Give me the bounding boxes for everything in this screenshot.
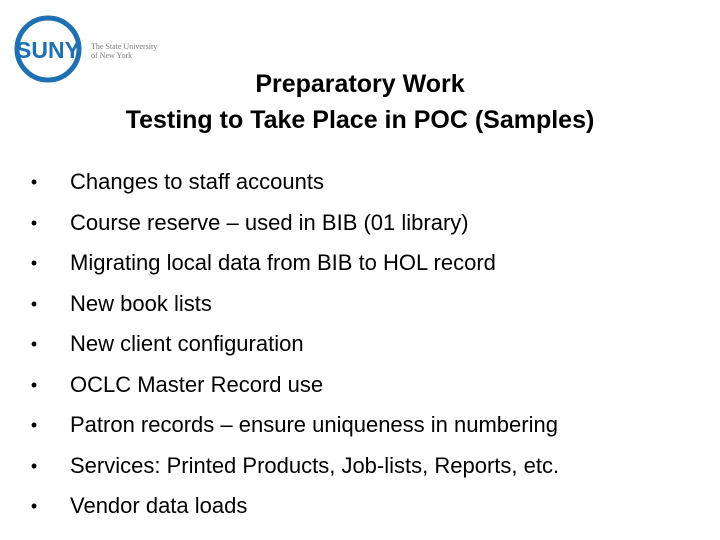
bullet-dot: •: [30, 172, 38, 192]
slide-title-line2: Testing to Take Place in POC (Samples): [125, 106, 595, 134]
bullet-dot: •: [30, 415, 38, 435]
bullet-dot: •: [30, 374, 38, 395]
bullet-text: Vendor data loads: [70, 493, 248, 518]
bullet-item: [24, 328, 559, 369]
bullet-dot: •: [30, 455, 38, 476]
bullet-list: [24, 166, 559, 531]
bullet-item: [24, 207, 559, 248]
bullet-dot: •: [30, 334, 38, 354]
bullet-item: [24, 288, 559, 329]
bullet-item: [24, 166, 559, 207]
slide-title: [40, 66, 680, 138]
suny-logo-subtitle-line2: of New York: [91, 51, 133, 60]
suny-logo-subtitle-line1: The State University: [91, 42, 158, 51]
bullet-text: Course reserve – used in BIB (01 library): [70, 209, 469, 235]
bullet-dot: •: [30, 293, 38, 314]
bullet-text: OCLC Master Record use: [70, 371, 324, 397]
bullet-item: [24, 369, 559, 410]
slide-title-line1: Preparatory Work: [255, 70, 465, 98]
bullet-dot: •: [30, 253, 38, 273]
bullet-item: [24, 490, 559, 531]
bullet-text: Changes to staff accounts: [70, 169, 324, 194]
bullet-dot: •: [30, 212, 38, 233]
bullet-dot: •: [30, 496, 38, 516]
suny-logo-subtitle: [91, 42, 157, 60]
bullet-item: [24, 450, 559, 491]
suny-wordmark: SUNY: [16, 37, 80, 63]
bullet-text: Migrating local data from BIB to HOL record: [70, 250, 496, 275]
bullet-item: [24, 247, 559, 288]
bullet-text: Patron records – ensure uniqueness in numbering: [70, 412, 558, 437]
bullet-text: New book lists: [70, 290, 212, 316]
bullet-text: Services: Printed Products, Job-lists, Reports, etc.: [70, 452, 560, 478]
bullet-item: [24, 409, 559, 450]
bullet-text: New client configuration: [70, 331, 304, 356]
